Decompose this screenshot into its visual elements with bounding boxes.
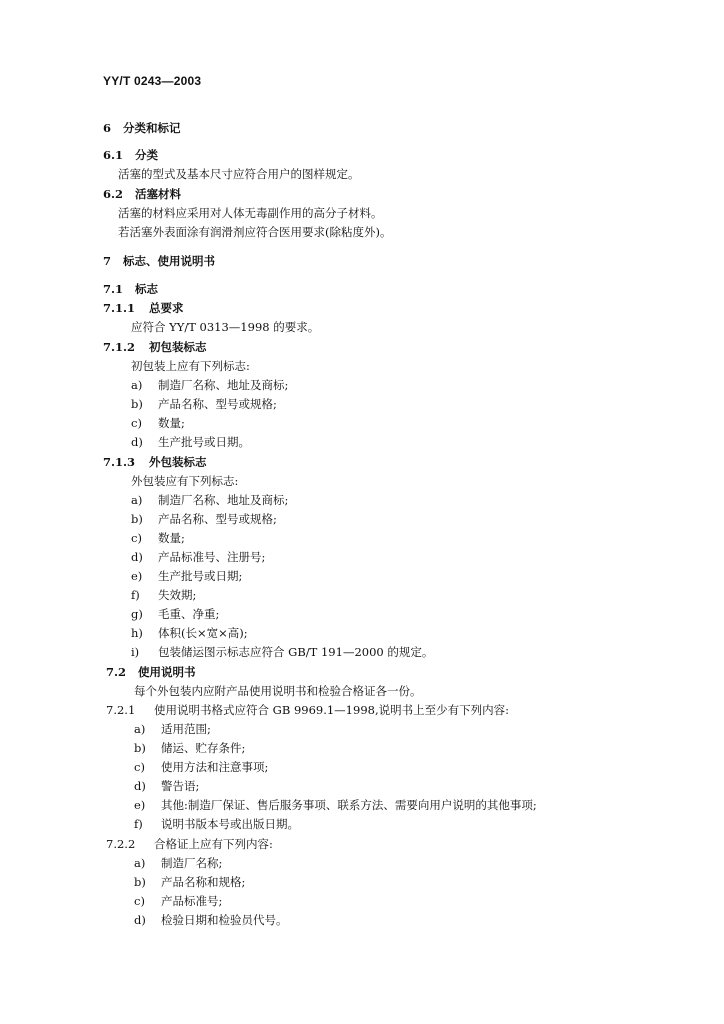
list-item xyxy=(134,722,211,736)
paragraph-line: 活塞的型式及基本尺寸应符合用户的图样规定。 xyxy=(118,167,360,181)
section-7-1-heading xyxy=(103,282,158,296)
line-number: 6 xyxy=(103,121,112,135)
list-text: 产品标准号、注册号; xyxy=(158,550,266,564)
list-item xyxy=(131,531,185,545)
list-marker: g) xyxy=(131,607,143,621)
list-marker: d) xyxy=(134,779,146,793)
section-7-2-heading xyxy=(106,665,196,679)
document-header: YY/T 0243—2003 xyxy=(103,74,202,88)
list-text: 失效期; xyxy=(158,588,197,602)
list-marker: e) xyxy=(131,569,143,583)
list-item xyxy=(131,588,196,602)
section-7-2-1-line xyxy=(106,703,509,717)
line-text: 外包装标志 xyxy=(149,455,207,469)
list-text: 说明书版本号或出版日期。 xyxy=(161,817,299,831)
list-item xyxy=(134,913,288,927)
line-text: 使用说明书格式应符合 GB 9969.1—1998,说明书上至少有下列内容: xyxy=(154,703,509,717)
list-text: 制造厂名称; xyxy=(161,856,223,870)
list-marker: h) xyxy=(131,626,143,640)
section-7-heading xyxy=(103,254,215,268)
list-text: 生产批号或日期。 xyxy=(158,435,250,449)
paragraph-line: 应符合 YY/T 0313—1998 的要求。 xyxy=(131,320,320,334)
line-number: 7.1.3 xyxy=(103,455,136,469)
list-marker: a) xyxy=(131,378,143,392)
list-marker: i) xyxy=(131,645,140,659)
line-text: 总要求 xyxy=(149,301,184,315)
list-marker: c) xyxy=(134,894,145,908)
list-marker: b) xyxy=(134,875,146,889)
section-7-2-2-line xyxy=(106,837,273,851)
list-item xyxy=(131,569,242,583)
paragraph-line: 初包装上应有下列标志: xyxy=(131,359,250,373)
line-number: 7 xyxy=(103,254,112,268)
list-item xyxy=(131,512,277,526)
list-text: 警告语; xyxy=(161,779,200,793)
line-number: 7.1.1 xyxy=(103,301,136,315)
list-item xyxy=(134,894,222,908)
list-marker: b) xyxy=(131,512,143,526)
list-text: 其他:制造厂保证、售后服务事项、联系方法、需要向用户说明的其他事项; xyxy=(161,798,537,812)
paragraph-line: 若活塞外表面涂有润滑剂应符合医用要求(除粘度外)。 xyxy=(118,225,392,239)
list-text: 毛重、净重; xyxy=(158,607,220,621)
list-item xyxy=(131,435,250,449)
list-text: 生产批号或日期; xyxy=(158,569,243,583)
line-number: 7.1 xyxy=(103,282,124,296)
paragraph-line: 活塞的材料应采用对人体无毒副作用的高分子材料。 xyxy=(118,206,383,220)
line-number: 6.2 xyxy=(103,187,124,201)
section-7-1-2-heading xyxy=(103,340,207,354)
paragraph-line: 每个外包装内应附产品使用说明书和检验合格证各一份。 xyxy=(134,684,422,698)
list-item xyxy=(131,378,288,392)
list-text: 数量; xyxy=(158,531,185,545)
list-marker: f) xyxy=(131,588,140,602)
list-marker: f) xyxy=(134,817,143,831)
list-text: 产品名称、型号或规格; xyxy=(158,397,277,411)
line-text: 分类 xyxy=(135,148,158,162)
list-item xyxy=(134,875,245,889)
list-item xyxy=(131,645,433,659)
list-marker: a) xyxy=(134,722,146,736)
list-marker: a) xyxy=(134,856,146,870)
list-item xyxy=(134,741,245,755)
list-marker: e) xyxy=(134,798,146,812)
section-7-1-3-heading xyxy=(103,455,207,469)
list-text: 使用方法和注意事项; xyxy=(161,760,269,774)
line-text: 分类和标记 xyxy=(123,121,181,135)
list-text: 适用范围; xyxy=(161,722,211,736)
line-text: 使用说明书 xyxy=(138,665,196,679)
section-6-2-heading xyxy=(103,187,181,201)
list-text: 储运、贮存条件; xyxy=(161,741,246,755)
list-item xyxy=(134,817,299,831)
list-text: 产品名称、型号或规格; xyxy=(158,512,277,526)
list-marker: c) xyxy=(131,416,142,430)
section-7-1-1-heading xyxy=(103,301,184,315)
list-marker: c) xyxy=(131,531,142,545)
section-6-heading xyxy=(103,121,181,135)
line-text: 初包装标志 xyxy=(149,340,207,354)
line-text: 标志 xyxy=(135,282,158,296)
list-item xyxy=(131,397,277,411)
list-text: 检验日期和检验员代号。 xyxy=(161,913,288,927)
line-number: 7.1.2 xyxy=(103,340,136,354)
line-text: 活塞材料 xyxy=(135,187,181,201)
list-item xyxy=(131,416,185,430)
section-6-1-heading xyxy=(103,148,158,162)
paragraph-line: 外包装应有下列标志: xyxy=(131,474,239,488)
list-marker: b) xyxy=(134,741,146,755)
list-text: 制造厂名称、地址及商标; xyxy=(158,378,289,392)
line-number: 7.2.2 xyxy=(106,837,136,851)
line-number: 6.1 xyxy=(103,148,124,162)
list-marker: c) xyxy=(134,760,145,774)
list-item xyxy=(134,798,537,812)
list-item xyxy=(134,760,268,774)
list-item xyxy=(131,607,219,621)
list-item xyxy=(131,493,288,507)
line-number: 7.2.1 xyxy=(106,703,136,717)
list-text: 制造厂名称、地址及商标; xyxy=(158,493,289,507)
list-item xyxy=(131,550,265,564)
list-text: 数量; xyxy=(158,416,185,430)
list-marker: d) xyxy=(131,435,143,449)
list-text: 产品名称和规格; xyxy=(161,875,246,889)
list-text: 体积(长×宽×高); xyxy=(158,626,248,640)
list-text: 包装储运图示标志应符合 GB/T 191—2000 的规定。 xyxy=(158,645,434,659)
list-text: 产品标准号; xyxy=(161,894,223,908)
list-item xyxy=(131,626,248,640)
line-text: 合格证上应有下列内容: xyxy=(154,837,273,851)
line-number: 7.2 xyxy=(106,665,127,679)
list-marker: d) xyxy=(131,550,143,564)
list-marker: a) xyxy=(131,493,143,507)
list-marker: d) xyxy=(134,913,146,927)
line-text: 标志、使用说明书 xyxy=(123,254,215,268)
list-item xyxy=(134,856,222,870)
list-marker: b) xyxy=(131,397,143,411)
list-item xyxy=(134,779,199,793)
